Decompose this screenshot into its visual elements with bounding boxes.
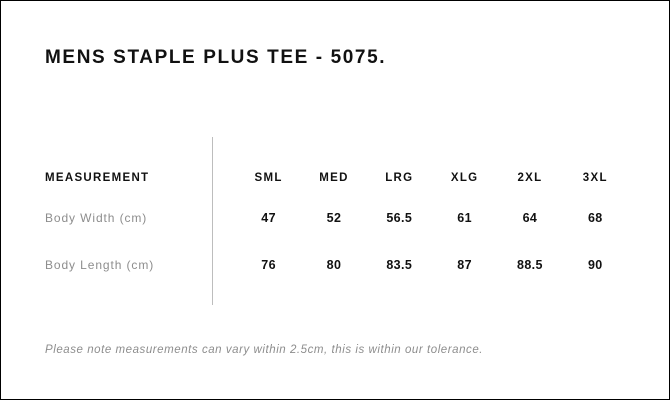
table-row (45, 194, 628, 241)
cell-body-width-sml: 47 (261, 210, 276, 225)
column-header-sml: SML (254, 171, 283, 184)
cell-body-length-xlg: 87 (457, 257, 472, 272)
table-row (45, 241, 628, 288)
cell-body-length-sml: 76 (261, 257, 276, 272)
table-header-row (45, 161, 628, 194)
size-chart-table (45, 161, 628, 288)
cell-body-width-2xl: 64 (522, 210, 538, 225)
column-header-2xl: 2XL (517, 171, 543, 184)
cell-body-length-3xl: 90 (587, 257, 603, 272)
row-label-body-width: Body Width (cm) (45, 210, 148, 225)
table-header (45, 161, 628, 194)
cell-body-length-2xl: 88.5 (516, 257, 543, 272)
column-header-3xl: 3XL (582, 171, 608, 184)
cell-body-width-xlg: 61 (457, 210, 472, 225)
column-header-xlg: XLG (450, 171, 479, 184)
cell-body-width-3xl: 68 (587, 210, 603, 225)
column-header-measurement: MEASUREMENT (45, 171, 150, 184)
page-title: MENS STAPLE PLUS TEE - 5075. (45, 47, 387, 68)
table-body (45, 194, 628, 288)
column-header-lrg: LRG (385, 171, 414, 184)
cell-body-length-lrg: 83.5 (386, 257, 413, 272)
column-header-med: MED (319, 171, 349, 184)
row-label-body-length: Body Length (cm) (45, 257, 155, 272)
cell-body-width-lrg: 56.5 (386, 210, 413, 225)
cell-body-width-med: 52 (326, 210, 342, 225)
cell-body-length-med: 80 (326, 257, 342, 272)
tolerance-note: Please note measurements can vary within 2.5cm, this is within our tolerance. (45, 344, 484, 356)
